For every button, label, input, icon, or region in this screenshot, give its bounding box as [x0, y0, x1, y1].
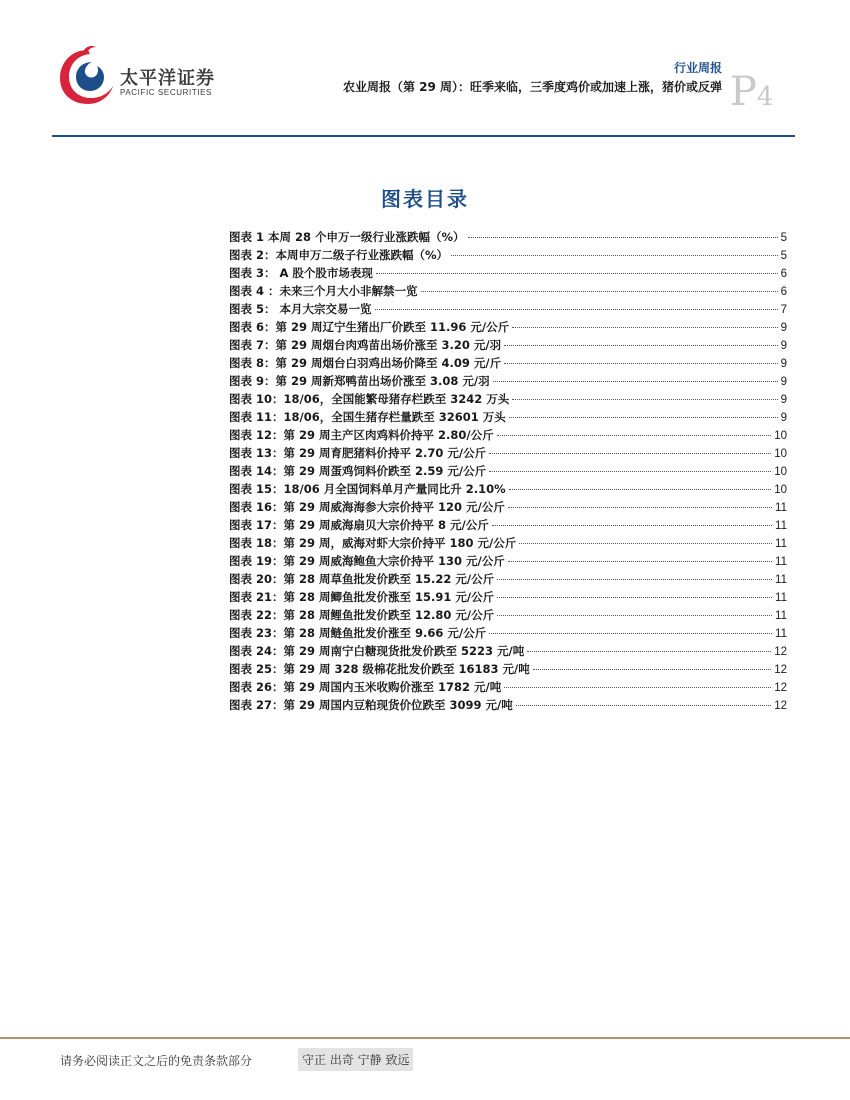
toc-entry-page[interactable]: 11	[775, 502, 787, 514]
toc-dot-leader	[516, 705, 771, 706]
pacific-securities-logo-icon	[58, 44, 116, 108]
toc-dot-leader	[497, 597, 772, 598]
toc-dot-leader	[504, 363, 777, 364]
toc-entry-label[interactable]: 图表 2：本周申万二级子行业涨跌幅（%）	[229, 248, 449, 262]
toc-dot-leader	[489, 471, 771, 472]
toc-entry-page[interactable]: 9	[780, 340, 787, 352]
toc-dot-leader	[504, 687, 771, 688]
toc-entry-label[interactable]: 图表 24：第 29 周南宁白糖现货批发价跌至 5223 元/吨	[229, 644, 525, 658]
toc-dot-leader	[489, 453, 771, 454]
toc-entry-label[interactable]: 图表 21：第 28 周鲫鱼批发价涨至 15.91 元/公斤	[229, 590, 495, 604]
report-type-label: 行业周报	[673, 61, 722, 75]
toc-entry-page[interactable]: 10	[774, 430, 787, 442]
toc-entry[interactable]	[229, 229, 787, 247]
toc-entry-label[interactable]: 图表 15：18/06 月全国饲料单月产量同比升 2.10%	[229, 482, 506, 496]
toc-entry-label[interactable]: 图表 20：第 28 周草鱼批发价跌至 15.22 元/公斤	[229, 572, 495, 586]
toc-dot-leader	[509, 417, 778, 418]
toc-entry-page[interactable]: 11	[775, 592, 787, 604]
toc-entry-label[interactable]: 图表 17：第 29 周威海扇贝大宗价持平 8 元/公斤	[229, 518, 489, 532]
toc-entry-page[interactable]: 9	[780, 412, 787, 424]
footer-slogan: 守正 出奇 宁静 致远	[298, 1048, 413, 1071]
toc-entry[interactable]	[229, 355, 787, 373]
toc-entry-page[interactable]: 6	[780, 268, 787, 280]
toc-dot-leader	[421, 291, 778, 292]
toc-entry-label[interactable]: 图表 13：第 29 周育肥猪料价持平 2.70 元/公斤	[229, 446, 487, 460]
toc-dot-leader	[493, 381, 778, 382]
toc-dot-leader	[468, 237, 778, 238]
toc-entry-page[interactable]: 9	[780, 322, 787, 334]
toc-entry[interactable]	[229, 427, 787, 445]
toc-entry[interactable]	[229, 553, 787, 571]
toc-entry[interactable]	[229, 445, 787, 463]
company-logo	[58, 44, 228, 108]
toc-entry-page[interactable]: 10	[774, 448, 787, 460]
toc-list	[229, 229, 787, 715]
toc-dot-leader	[509, 489, 772, 490]
toc-entry[interactable]	[229, 481, 787, 499]
toc-entry-page[interactable]: 6	[780, 286, 787, 298]
toc-entry-label[interactable]: 图表 5： 本月大宗交易一览	[229, 302, 372, 316]
toc-entry[interactable]	[229, 373, 787, 391]
toc-entry[interactable]	[229, 517, 787, 535]
toc-entry[interactable]	[229, 391, 787, 409]
toc-entry[interactable]	[229, 661, 787, 679]
toc-heading: 图表目录	[381, 187, 469, 211]
toc-entry-label[interactable]: 图表 7：第 29 周烟台肉鸡苗出场价涨至 3.20 元/羽	[229, 338, 502, 352]
toc-entry-page[interactable]: 5	[780, 250, 787, 262]
toc-entry-label[interactable]: 图表 4 ：未来三个月大小非解禁一览	[229, 284, 418, 298]
toc-entry[interactable]	[229, 607, 787, 625]
toc-entry-page[interactable]: 12	[774, 664, 787, 676]
toc-dot-leader	[497, 579, 772, 580]
toc-entry-label[interactable]: 图表 23：第 28 周鲢鱼批发价涨至 9.66 元/公斤	[229, 626, 487, 640]
toc-entry-page[interactable]: 9	[780, 358, 787, 370]
toc-dot-leader	[489, 633, 772, 634]
footer-disclaimer: 请务必阅读正文之后的免责条款部分	[60, 1054, 253, 1068]
toc-entry-label[interactable]: 图表 19：第 29 周威海鲍鱼大宗价持平 130 元/公斤	[229, 554, 505, 568]
toc-entry[interactable]	[229, 697, 787, 715]
logo-chinese-name: 太平洋证券	[120, 68, 215, 89]
header-divider	[52, 135, 795, 137]
page-number-badge	[730, 69, 774, 115]
toc-dot-leader	[504, 345, 777, 346]
toc-entry-label[interactable]: 图表 22：第 28 周鲤鱼批发价跌至 12.80 元/公斤	[229, 608, 495, 622]
toc-entry[interactable]	[229, 337, 787, 355]
toc-entry-label[interactable]: 图表 14：第 29 周蛋鸡饲料价跌至 2.59 元/公斤	[229, 464, 487, 478]
page-letter: P	[730, 69, 757, 115]
toc-entry-label[interactable]: 图表 11：18/06，全国生猪存栏量跌至 32601 万头	[229, 410, 506, 424]
toc-entry-label[interactable]: 图表 27：第 29 周国内豆粕现货价位跌至 3099 元/吨	[229, 698, 513, 712]
toc-entry-label[interactable]: 图表 8：第 29 周烟台白羽鸡出场价降至 4.09 元/斤	[229, 356, 502, 370]
toc-entry-page[interactable]: 12	[774, 700, 787, 712]
toc-entry-page[interactable]: 11	[775, 520, 787, 532]
toc-entry-label[interactable]: 图表 16：第 29 周威海海参大宗价持平 120 元/公斤	[229, 500, 505, 514]
toc-entry-page[interactable]: 11	[775, 628, 787, 640]
toc-dot-leader	[376, 273, 778, 274]
toc-entry[interactable]	[229, 499, 787, 517]
toc-dot-leader	[375, 309, 778, 310]
toc-entry-label[interactable]: 图表 10：18/06，全国能繁母猪存栏跌至 3242 万头	[229, 392, 510, 406]
toc-entry[interactable]	[229, 571, 787, 589]
toc-dot-leader	[508, 507, 772, 508]
toc-dot-leader	[497, 435, 772, 436]
toc-dot-leader	[497, 615, 772, 616]
toc-entry-page[interactable]: 10	[774, 466, 787, 478]
toc-entry[interactable]	[229, 283, 787, 301]
toc-entry-label[interactable]: 图表 12：第 29 周主产区肉鸡料价持平 2.80/公斤	[229, 428, 494, 442]
toc-entry-page[interactable]: 9	[780, 376, 787, 388]
toc-entry-label[interactable]: 图表 6：第 29 周辽宁生猪出厂价跌至 11.96 元/公斤	[229, 320, 510, 334]
toc-entry-page[interactable]: 12	[774, 682, 787, 694]
toc-entry[interactable]	[229, 409, 787, 427]
report-title: 农业周报（第 29 周）：旺季来临，三季度鸡价或加速上涨，猪价或反弹	[342, 80, 722, 94]
toc-entry[interactable]	[229, 265, 787, 283]
toc-entry-page[interactable]: 9	[780, 394, 787, 406]
toc-entry-page[interactable]: 12	[774, 646, 787, 658]
toc-dot-leader	[492, 525, 772, 526]
toc-entry-label[interactable]: 图表 25：第 29 周 328 级棉花批发价跌至 16183 元/吨	[229, 662, 530, 676]
toc-entry-page[interactable]: 11	[775, 574, 787, 586]
toc-entry-label[interactable]: 图表 1 本周 28 个申万一级行业涨跌幅（%）	[229, 230, 465, 244]
toc-entry[interactable]	[229, 643, 787, 661]
toc-entry[interactable]	[229, 319, 787, 337]
toc-entry-label[interactable]: 图表 26：第 29 周国内玉米收购价涨至 1782 元/吨	[229, 680, 502, 694]
toc-entry-page[interactable]: 11	[775, 556, 787, 568]
toc-dot-leader	[512, 399, 777, 400]
toc-entry[interactable]	[229, 589, 787, 607]
toc-dot-leader	[527, 651, 771, 652]
toc-entry[interactable]	[229, 535, 787, 553]
toc-dot-leader	[533, 669, 771, 670]
toc-entry-label[interactable]: 图表 18：第 29 周，威海对虾大宗价持平 180 元/公斤	[229, 536, 517, 550]
toc-entry[interactable]	[229, 301, 787, 319]
footer-divider	[0, 1037, 850, 1039]
toc-entry-label[interactable]: 图表 3： A 股个股市场表现	[229, 266, 373, 280]
toc-dot-leader	[512, 327, 777, 328]
toc-dot-leader	[519, 543, 772, 544]
page-number: 4	[756, 82, 774, 112]
toc-entry[interactable]	[229, 679, 787, 697]
toc-entry-page[interactable]: 11	[775, 538, 787, 550]
toc-entry[interactable]	[229, 625, 787, 643]
toc-dot-leader	[451, 255, 778, 256]
toc-entry-page[interactable]: 5	[780, 232, 787, 244]
toc-entry[interactable]	[229, 463, 787, 481]
toc-dot-leader	[508, 561, 772, 562]
toc-entry-page[interactable]: 7	[780, 304, 787, 316]
toc-entry[interactable]	[229, 247, 787, 265]
toc-entry-label[interactable]: 图表 9：第 29 周新郑鸭苗出场价涨至 3.08 元/羽	[229, 374, 490, 388]
toc-entry-page[interactable]: 10	[774, 484, 787, 496]
toc-entry-page[interactable]: 11	[775, 610, 787, 622]
logo-english-name: PACIFIC SECURITIES	[120, 88, 212, 97]
